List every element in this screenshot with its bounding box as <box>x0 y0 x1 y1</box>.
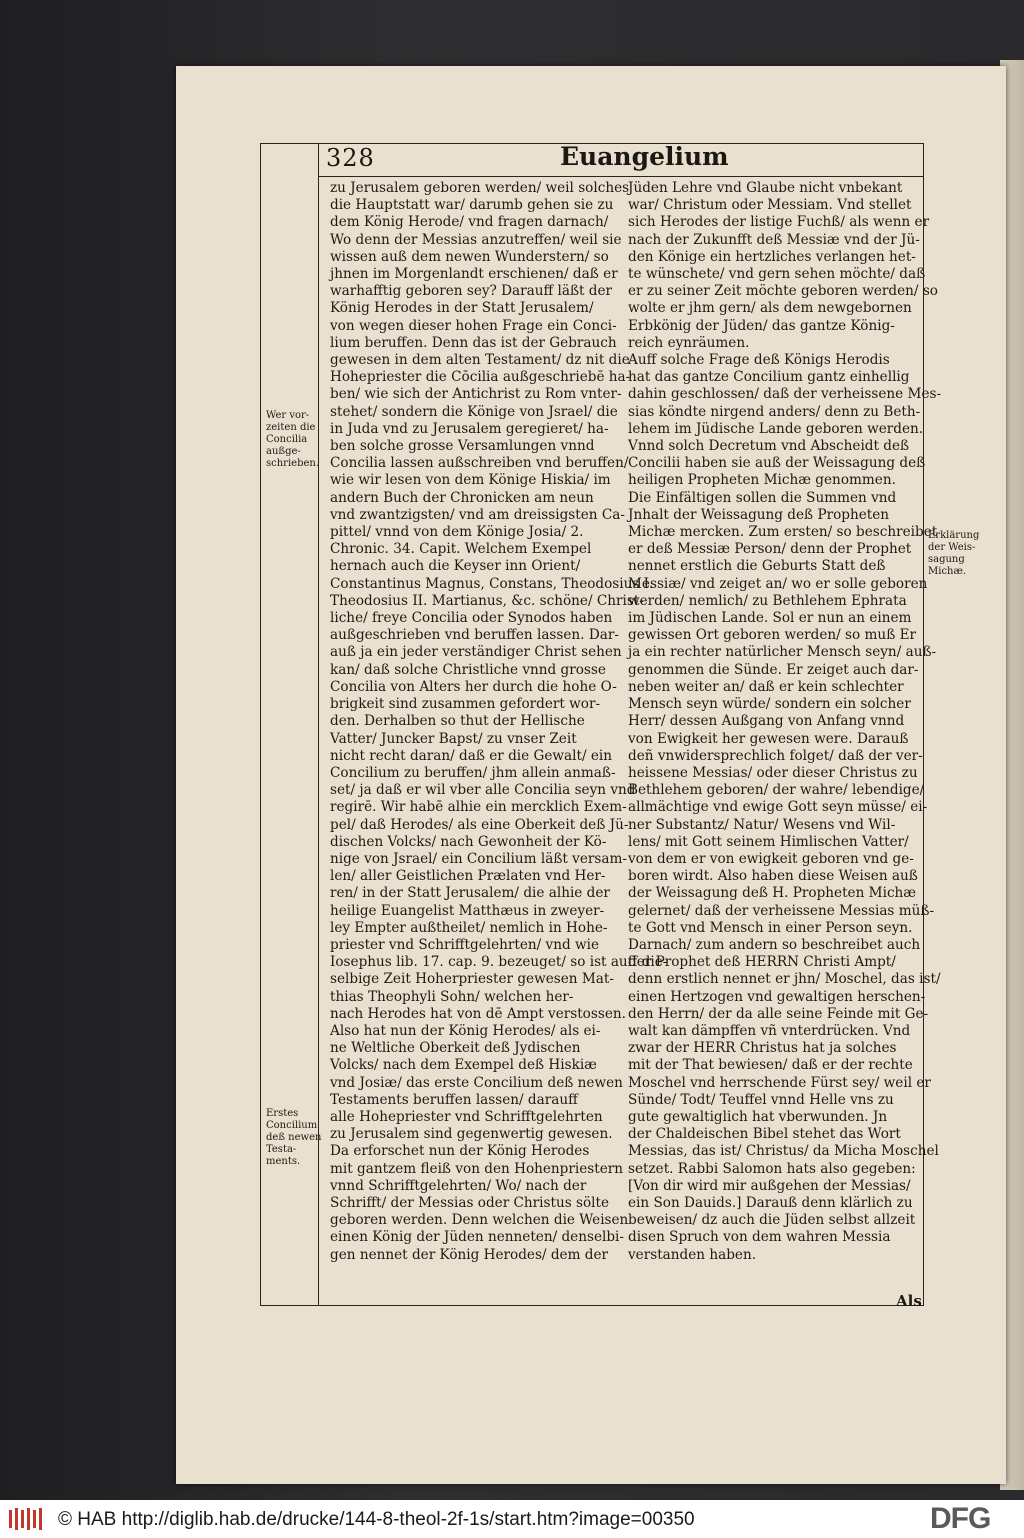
text-line: dischen Volcks/ nach Gewonheit der Kö- <box>330 833 607 850</box>
text-line: te wünschete/ vnd gern sehen möchte/ daß <box>628 266 926 283</box>
text-line: war/ Christum oder Messiam. Vnd stellet <box>628 197 912 214</box>
text-line: hernach auch die Keyser inn Orient/ <box>330 558 581 575</box>
text-line: Sünde/ Todt/ Teuffel vnnd Helle vns zu <box>628 1091 894 1108</box>
text-line: deñ vnwidersprechlich folget/ daß der ver- <box>628 747 923 764</box>
text-line: heilige Euangelist Matthæus in zweyer- <box>330 902 605 919</box>
text-line: dem König Herode/ vnd fragen darnach/ <box>330 214 609 231</box>
margin-note-line: Wer vor- <box>266 410 310 421</box>
text-line: disen Spruch von dem wahren Messia <box>628 1229 891 1246</box>
text-line: Concilium zu beruffen/ jhm allein anmaß- <box>330 764 616 781</box>
text-line: vnnd Schrifftgelehrten/ Wo/ nach der <box>330 1177 587 1194</box>
text-line: den Könige ein hertzliches verlangen het- <box>628 248 916 265</box>
text-line: pel/ daß Herodes/ als eine Oberkeit deß Jü- <box>330 816 629 833</box>
text-line: selbige Zeit Hoherpriester gewesen Mat- <box>330 971 614 988</box>
text-line: den. Derhalben so thut der Hellische <box>330 713 585 730</box>
page-number: 328 <box>326 144 375 172</box>
text-line: im Jüdischen Lande. Sol er nun an einem <box>628 610 912 627</box>
text-line: nach Herodes hat von dē Ampt verstossen. <box>330 1005 626 1022</box>
margin-note-line: sagung <box>928 554 965 565</box>
text-line: Da erforschet nun der König Herodes <box>330 1143 590 1160</box>
text-line: ren/ in der Statt Jerusalem/ die alhie der <box>330 885 610 902</box>
text-line: boren wirdt. Also haben diese Weisen auß <box>628 868 918 885</box>
margin-note-line: der Weis- <box>928 542 976 553</box>
text-line: der Chaldeischen Bibel stehet das Wort <box>628 1126 901 1143</box>
text-line: ja ein rechter natürlicher Mensch seyn/ auß- <box>628 644 937 661</box>
text-line: lium beruffen. Denn das ist der Gebrauch <box>330 334 617 351</box>
text-line: gewissen Ort geboren werden/ so muß Er <box>628 627 917 644</box>
text-line: Iosephus lib. 17. cap. 9. bezeuget/ so ist auff die- <box>330 954 668 971</box>
text-line: ein Son Dauids.] Darauß denn klärlich zu <box>628 1194 913 1211</box>
text-line: dahin geschlossen/ daß der verheissene Mes- <box>628 386 942 403</box>
text-line: Darnach/ zum andern so beschreibet auch <box>628 936 921 953</box>
text-line: genommen die Sünde. Er zeiget auch dar- <box>628 661 919 678</box>
margin-note-line: Erklärung <box>928 530 980 541</box>
text-line: beweisen/ dz auch die Jüden selbst allzeit <box>628 1212 916 1229</box>
text-line: Bethlehem geboren/ der wahre/ lebendige/ <box>628 782 925 799</box>
text-line: Vnnd solch Decretum vnd Abscheidt deß <box>628 438 910 455</box>
text-line: warhafftig geboren sey? Darauff läßt der <box>330 283 613 300</box>
text-line: der Weissagung deß H. Propheten Michæ <box>628 885 917 902</box>
text-line: priester vnd Schrifftgelehrten/ vnd wie <box>330 936 600 953</box>
text-line: reich eynräumen. <box>628 334 750 351</box>
text-line: Erbkönig der Jüden/ das gantze König- <box>628 317 895 334</box>
text-line: Messias, das ist/ Christus/ da Micha Moschel <box>628 1143 939 1160</box>
text-line: setzet. Rabbi Salomon hats also gegeben: <box>628 1160 916 1177</box>
text-line: der Prophet deß HERRN Christi Ampt/ <box>628 954 896 971</box>
text-line: Auff solche Frage deß Königs Herodis <box>628 352 890 369</box>
margin-note-line: Erstes <box>266 1108 299 1119</box>
text-line: thias Theophyli Sohn/ welchen her- <box>330 988 574 1005</box>
text-line: Theodosius II. Martianus, &c. schöne/ Christ- <box>330 592 644 609</box>
text-line: jhnen im Morgenlandt erschienen/ daß er <box>330 266 618 283</box>
text-line: nicht recht daran/ daß er die Gewalt/ ein <box>330 747 613 764</box>
text-line: er deß Messiæ Person/ denn der Prophet <box>628 541 912 558</box>
text-line: gewesen in dem alten Testament/ dz nit die <box>330 352 630 369</box>
text-line: nach der Zukunfft deß Messiæ vnd der Jü- <box>628 231 920 248</box>
text-line: ben/ wie sich der Antichrist zu Rom vnter- <box>330 386 622 403</box>
text-line: te Gott vnd Mensch in einer Person seyn. <box>628 919 913 936</box>
margin-note-line: Concilia <box>266 434 308 445</box>
text-line: lehem im Jüdische Lande geboren werden. <box>628 420 924 437</box>
margin-note-left-1 <box>266 410 318 470</box>
margin-note-line: Concilium <box>266 1120 318 1131</box>
text-line: vnd Josiæ/ das erste Concilium deß newen <box>330 1074 623 1091</box>
text-line: geboren werden. Denn welchen die Weisen <box>330 1212 629 1229</box>
text-line: regirē. Wir habē alhie ein mercklich Exem- <box>330 799 627 816</box>
text-line: Schrifft/ der Messias oder Christus sölte <box>330 1194 610 1211</box>
text-line: gelernet/ daß der verheissene Messias müß- <box>628 902 935 919</box>
margin-note-line: Michæ. <box>928 566 967 577</box>
text-line: Volcks/ nach dem Exempel deß Hiskiæ <box>330 1057 597 1074</box>
margin-note-line: zeiten die <box>266 422 316 433</box>
text-line: sias köndte nirgend anders/ denn zu Beth- <box>628 403 921 420</box>
text-line: Michæ mercken. Zum ersten/ so beschreibet <box>628 524 938 541</box>
header-rule <box>318 176 924 177</box>
text-line: set/ ja daß er wil vber alle Concilia seyn vnd <box>330 782 636 799</box>
text-line: Chronic. 34. Capit. Welchem Exempel <box>330 541 592 558</box>
text-line: walt kan dämpffen vñ vnterdrücken. Vnd <box>628 1022 911 1039</box>
footer-attribution-link[interactable]: © HAB http://diglib.hab.de/drucke/144-8-theol-2f-1s/start.htm?image=00350 <box>58 1509 695 1530</box>
text-line: wie wir lesen von dem Könige Hiskia/ im <box>330 472 611 489</box>
text-line: Also hat nun der König Herodes/ als ei- <box>330 1022 601 1039</box>
text-line: Concilii haben sie auß der Weissagung deß <box>628 455 926 472</box>
text-line: allmächtige vnd ewige Gott seyn müsse/ ei- <box>628 799 928 816</box>
text-line: auß ja ein jeder verständiger Christ sehen <box>330 644 622 661</box>
text-line: Jüden Lehre vnd Glaube nicht vnbekant <box>628 180 903 196</box>
text-line: kan/ daß solche Christliche vnnd grosse <box>330 661 606 678</box>
text-line: Testaments beruffen lassen/ darauff <box>330 1091 578 1108</box>
text-line: Vatter/ Juncker Bapst/ zu vnser Zeit <box>330 730 577 747</box>
margin-note-line: Testa- <box>266 1144 297 1155</box>
text-line: ley Empter außtheilet/ nemlich in Hohe- <box>330 919 608 936</box>
margin-note-line: außge- <box>266 446 301 457</box>
text-line: Hohepriester die Cōcilia außgeschriebē ha- <box>330 369 631 386</box>
text-line: sich Herodes der listige Fuchß/ als wenn er <box>628 214 930 231</box>
text-line: mit der That bewiesen/ daß er der rechte <box>628 1057 913 1074</box>
text-line: er zu seiner Zeit möchte geboren werden/ so <box>628 283 938 300</box>
text-line: hat das gantze Concilium gantz einhellig <box>628 369 910 386</box>
text-line: Constantinus Magnus, Constans, Theodosius I. <box>330 575 654 592</box>
text-line: außgeschrieben vnd beruffen lassen. Dar- <box>330 627 619 644</box>
text-line: gute gewaltiglich hat vberwunden. Jn <box>628 1108 888 1125</box>
text-line: vnd zwantzigsten/ vnd am dreissigsten Ca- <box>330 506 625 523</box>
text-line: König Herodes in der Statt Jerusalem/ <box>330 300 594 317</box>
left-text-column <box>330 180 668 1264</box>
text-line: wolte er jhm gern/ als dem newgebornen <box>628 300 912 317</box>
text-line: von dem er von ewigkeit geboren vnd ge- <box>628 850 914 867</box>
margin-note-right-1 <box>928 530 990 578</box>
text-line: andern Buch der Chronicken am neun <box>330 489 594 506</box>
text-line: gen nennet der König Herodes/ dem der <box>330 1246 609 1263</box>
margin-note-left-2 <box>266 1108 322 1168</box>
text-line: Mensch seyn würde/ sondern ein solcher <box>628 696 911 713</box>
running-head: Euangelium <box>560 142 729 171</box>
text-line: zu Jerusalem geboren werden/ weil solches <box>330 180 630 196</box>
text-line: die Hauptstatt war/ darumb gehen sie zu <box>330 197 614 214</box>
text-line: Herr/ dessen Außgang von Anfang vnnd <box>628 713 905 730</box>
text-line: zwar der HERR Christus hat ja solches <box>628 1040 897 1057</box>
text-line: pittel/ vnnd von dem Könige Josia/ 2. <box>330 524 584 541</box>
text-line: Jnhalt der Weissagung deß Propheten <box>628 506 890 523</box>
text-line: heiligen Propheten Michæ genommen. <box>628 472 896 489</box>
text-line: Messiæ/ vnd zeiget an/ wo er solle geboren <box>628 575 928 592</box>
margin-note-line: schrieben. <box>266 458 320 469</box>
text-line: neben weiter an/ daß er kein schlechter <box>628 678 904 695</box>
text-line: wissen auß dem newen Wunderstern/ so <box>330 248 609 265</box>
text-line: liche/ freye Concilia oder Synodos haben <box>330 610 613 627</box>
margin-note-line: ments. <box>266 1156 301 1167</box>
text-line: denn erstlich nennet er jhn/ Moschel, das ist/ <box>628 971 941 988</box>
text-line: Concilia lassen außschreiben vnd beruffen/ <box>330 455 629 472</box>
text-line: stehet/ sondern die Könige von Jsrael/ die <box>330 403 618 420</box>
text-line: Wo denn der Messias anzutreffen/ weil sie <box>330 231 622 248</box>
text-line: einen König der Jüden nenneten/ denselbi- <box>330 1229 624 1246</box>
text-line: heissene Messias/ oder dieser Christus zu <box>628 764 918 781</box>
text-line: lens/ mit Gott seinem Himlischen Vatter/ <box>628 833 909 850</box>
text-line: von Ewigkeit her gewesen were. Darauß <box>628 730 909 747</box>
text-line: len/ aller Geistlichen Prælaten vnd Her- <box>330 868 606 885</box>
text-line: zu Jerusalem sind gegenwertig gewesen. <box>330 1126 613 1143</box>
text-line: [Von dir wird mir außgehen der Messias/ <box>628 1177 911 1194</box>
text-line: ne Weltliche Oberkeit deß Jydischen <box>330 1040 581 1057</box>
footer-bar <box>0 1500 1024 1538</box>
text-line: den Herrn/ der da alle seine Feinde mit Ge- <box>628 1005 929 1022</box>
margin-note-line: deß newen <box>266 1132 322 1143</box>
text-line: nige von Jsrael/ ein Concilium läßt versam- <box>330 850 627 867</box>
hab-logo-icon <box>8 1507 46 1531</box>
text-line: alle Hohepriester vnd Schrifftgelehrten <box>330 1108 603 1125</box>
text-line: von wegen dieser hohen Frage ein Conci- <box>330 317 617 334</box>
text-line: brigkeit sind zusammen gefordert wor- <box>330 696 601 713</box>
text-line: verstanden haben. <box>628 1246 757 1263</box>
text-line: Die Einfältigen sollen die Summen vnd <box>628 489 897 506</box>
text-line: einen Hertzogen vnd gewaltigen herschen- <box>628 988 926 1005</box>
text-line: Moschel vnd herrschende Fürst sey/ weil er <box>628 1074 931 1091</box>
text-line: mit gantzem fleiß von den Hohenpriestern <box>330 1160 624 1177</box>
text-line: Concilia von Alters her durch die hohe O- <box>330 678 617 695</box>
text-line: ner Substantz/ Natur/ Wesens vnd Wil- <box>628 816 896 833</box>
text-line: werden/ nemlich/ zu Bethlehem Ephrata <box>628 592 907 609</box>
text-line: in Juda vnd zu Jerusalem geregieret/ ha- <box>330 420 609 437</box>
catchword: Als <box>896 1292 922 1310</box>
text-line: ben solche grosse Versamlungen vnnd <box>330 438 595 455</box>
right-text-column <box>628 180 942 1264</box>
dfg-logo: DFG <box>930 1502 991 1535</box>
text-line: nennet erstlich die Geburts Statt deß <box>628 558 886 575</box>
